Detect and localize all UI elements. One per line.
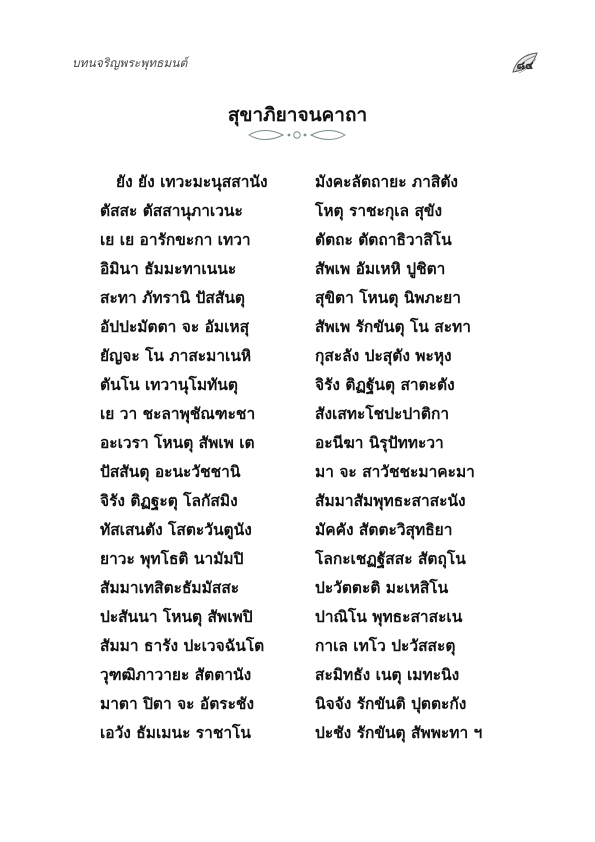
verse-line (100, 342, 530, 371)
verse-first-half: ปัสสันตุ อะนะวัชชานิ (100, 463, 241, 481)
page-title: สุขาภิยาจนคาถา (227, 104, 368, 126)
verse-second-half: มัคคัง สัตตะวิสุทธิยา (315, 521, 453, 539)
verse-line (100, 545, 530, 574)
verse-first-half: อะเวรา โหนตุ สัพเพ เต (100, 434, 255, 452)
verse-second-half: สังเสทะโชปะปาติกา (315, 405, 450, 423)
verse-second-half: สุขิตา โหนตุ นิพภะยา (315, 289, 461, 307)
verse-first-half: อัปปะมัตตา จะ อัมเหสุ (100, 318, 250, 336)
verse-second-half: มังคะลัตถายะ ภาสิตัง (315, 173, 458, 191)
page-header (0, 0, 595, 90)
verse-line (100, 632, 530, 661)
verse-line (100, 458, 530, 487)
leaf-divider-icon (247, 128, 347, 142)
verse-line (100, 255, 530, 284)
verse-line (100, 719, 530, 748)
verse-second-half: นิจจัง รักขันติ ปุตตะกัง (315, 695, 467, 713)
verse-line (100, 400, 530, 429)
verse-line (100, 690, 530, 719)
page-number: ๘๔ (516, 59, 534, 72)
verse-second-half: กุสะลัง ปะสุตัง พะหุง (315, 347, 452, 365)
verse-second-half: ปะวัตตะติ มะเหสิโน (315, 579, 449, 597)
verse-line (100, 226, 530, 255)
verse-first-half: มาตา ปิตา จะ อัตระชัง (100, 695, 255, 713)
book-title: บทนจริญพระพุทธมนต์ (72, 56, 188, 70)
verse-line (100, 516, 530, 545)
verse-second-half: จิรัง ติฏฐันตุ สาตะตัง (315, 376, 455, 394)
verse-line (100, 661, 530, 690)
verse-first-half: สัมมาเทสิตะธัมมัสสะ (100, 579, 240, 597)
verse-first-half: สะทา ภัทรานิ ปัสสันตุ (100, 289, 245, 307)
verse-first-half: วุฑฒิภาวายะ สัตตานัง (100, 666, 252, 684)
page-number-badge (510, 50, 540, 76)
verse-first-half: เอวัง ธัมเมนะ ราชาโน (100, 724, 251, 742)
verse-first-half: ทัสเสนตัง โสตะวันตูนัง (100, 521, 252, 539)
verse-line (100, 603, 530, 632)
verse-first-half: จิรัง ติฏฐะตุ โลกัสมิง (100, 492, 238, 510)
verse-first-half: ยัญจะ โน ภาสะมาเนหิ (100, 347, 252, 365)
verse-second-half: ปาณิโน พุทธะสาสะเน (315, 608, 463, 626)
verse-list (100, 168, 530, 748)
verse-first-half: ยาวะ พุทโธติ นามัมปิ (100, 550, 244, 568)
verse-line (100, 284, 530, 313)
verse-line (100, 429, 530, 458)
verse-second-half: มา จะ สาวัชชะมาคะมา (315, 463, 475, 481)
verse-first-half: อิมินา ธัมมะทาเนนะ (100, 260, 237, 278)
verse-first-half: เย เย อารักขะกา เทวา (100, 231, 251, 249)
verse-first-half: ยัง ยัง เทวะมะนุสสานัง (116, 173, 268, 191)
verse-second-half: อะนีฆา นิรุปัททะวา (315, 434, 444, 452)
verse-second-half: สัมมาสัมพุทธะสาสะนัง (315, 492, 466, 510)
verse-first-half: ตันโน เทวานุโมทันตุ (100, 376, 238, 394)
verse-second-half: โลกะเชฏฐัสสะ สัตถุโน (315, 550, 466, 568)
verse-line (100, 313, 530, 342)
verse-first-half: ตัสสะ ตัสสานุภาเวนะ (100, 202, 243, 220)
verse-line (100, 197, 530, 226)
verse-second-half: สัพเพ รักขันตุ โน สะทา (315, 318, 471, 336)
verse-second-half: สัพเพ อัมเหหิ ปูชิตา (315, 260, 446, 278)
verse-first-half: เย วา ชะลาพุชัณฑะชา (100, 405, 256, 423)
verse-second-half: สะมิทธัง เนตุ เมทะนิง (315, 666, 460, 684)
verse-second-half: ตัตถะ ตัตถาธิวาสิโน (315, 231, 452, 249)
verse-line (100, 168, 530, 197)
verse-line (100, 371, 530, 400)
verse-second-half: ปะชัง รักขันตุ สัพพะทา ฯ (315, 724, 483, 742)
verse-first-half: ปะสันนา โหนตุ สัพเพปิ (100, 608, 253, 626)
verse-first-half: สัมมา ธารัง ปะเวจฉันโต (100, 637, 265, 655)
verse-second-half: กาเล เทโว ปะวัสสะตุ (315, 637, 456, 655)
verse-second-half: โหตุ ราชะกุเล สุขัง (315, 202, 443, 220)
verse-line (100, 487, 530, 516)
verse-line (100, 574, 530, 603)
